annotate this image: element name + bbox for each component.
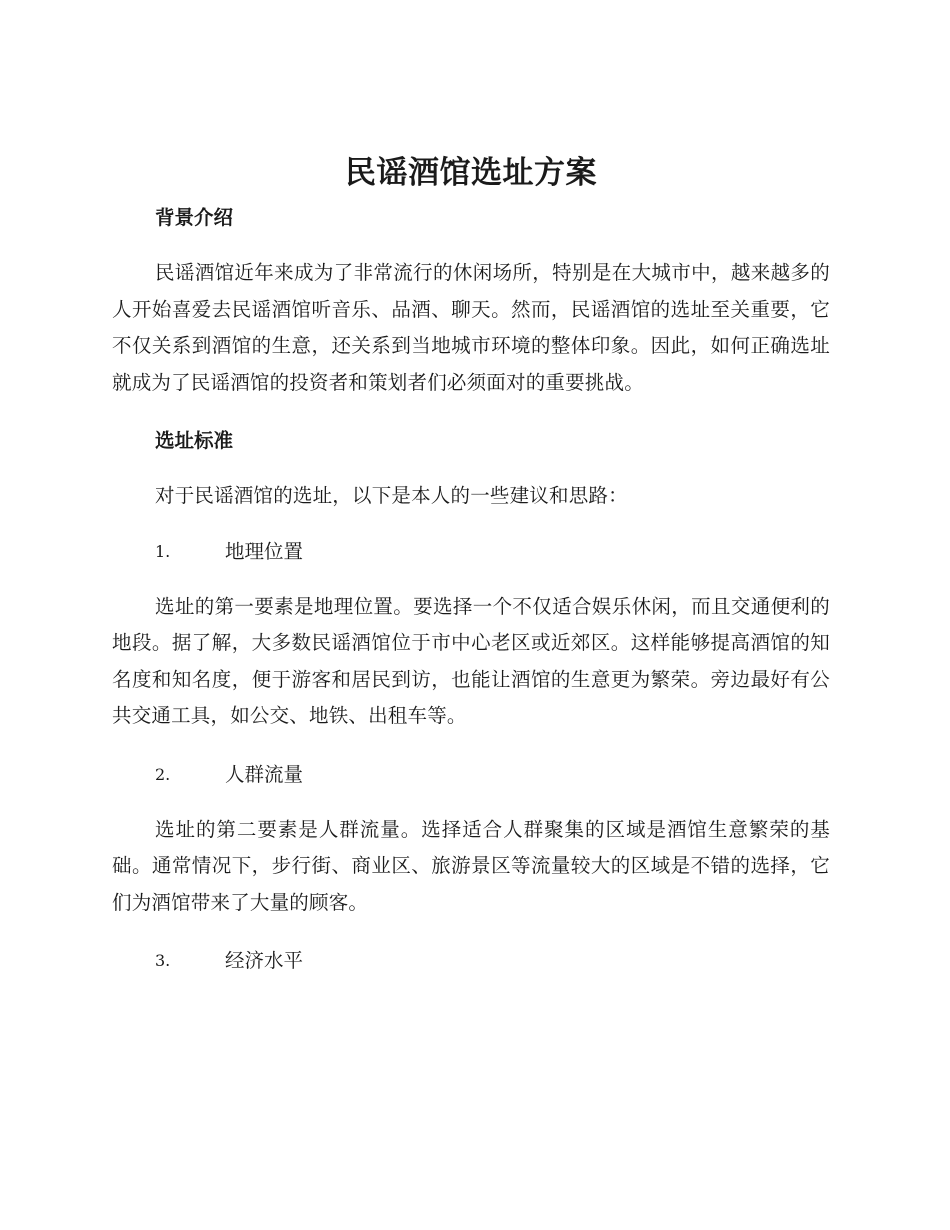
document-page bbox=[112, 148, 830, 981]
background-paragraph: 民谣酒馆近年来成为了非常流行的休闲场所，特别是在大城市中，越来越多的人开始喜爱去民谣酒馆听音乐、品酒、聊天。然而，民谣酒馆的选址至关重要，它不仅关系到酒馆的生意，还关系到当地城市环境的整体印象。因此，如何正确选址就成为了民谣酒馆的投资者和策划者们必须面对的重要挑战。 bbox=[112, 261, 830, 394]
criteria-item-3-heading bbox=[112, 941, 830, 981]
list-label: 地理位置 bbox=[225, 539, 304, 563]
list-number: 2. bbox=[155, 764, 171, 784]
criteria-item-1-paragraph: 选址的第一要素是地理位置。要选择一个不仅适合娱乐休闲，而且交通便利的地段。据了解，大多数民谣酒馆位于市中心老区或近郊区。这样能够提高酒馆的知名度和知名度，便于游客和居民到访，也能让酒馆的生意更为繁荣。旁边最好有公共交通工具，如公交、地铁、出租车等。 bbox=[112, 594, 830, 727]
criteria-item-1-heading bbox=[112, 532, 830, 572]
document-title: 民谣酒馆选址方案 bbox=[345, 155, 597, 191]
list-label: 人群流量 bbox=[225, 762, 304, 786]
list-number: 3. bbox=[155, 951, 171, 970]
criteria-intro: 对于民谣酒馆的选址，以下是本人的一些建议和思路： bbox=[155, 484, 628, 507]
criteria-item-2-paragraph: 选址的第二要素是人群流量。选择适合人群聚集的区域是酒馆生意繁荣的基础。通常情况下，步行街、商业区、旅游景区等流量较大的区域是不错的选择，它们为酒馆带来了大量的顾客。 bbox=[112, 817, 830, 914]
criteria-item-2-heading bbox=[112, 755, 830, 795]
section-heading-background: 背景介绍 bbox=[155, 206, 234, 229]
list-label: 经济水平 bbox=[225, 949, 304, 972]
section-heading-criteria: 选址标准 bbox=[155, 429, 234, 452]
list-number: 1. bbox=[155, 541, 171, 561]
